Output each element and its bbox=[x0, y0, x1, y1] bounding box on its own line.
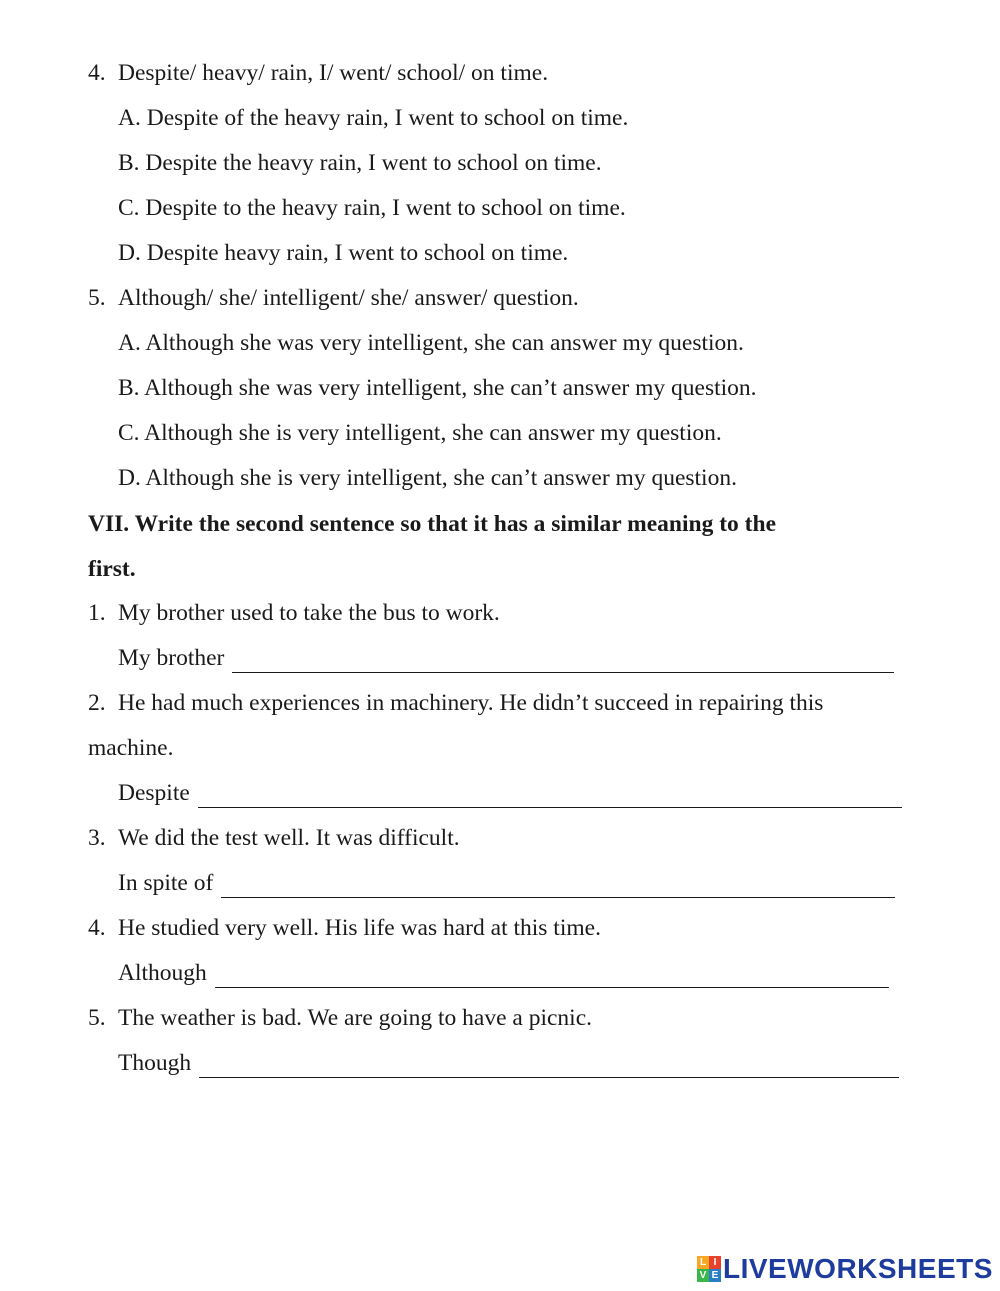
item-3-number: 3. bbox=[88, 825, 106, 851]
item-1-sentence: My brother used to take the bus to work. bbox=[118, 600, 500, 626]
item-2-answer-input[interactable] bbox=[198, 787, 902, 809]
section-heading-line2: first. bbox=[88, 556, 136, 582]
q4-option-a: A. Despite of the heavy rain, I went to school on time. bbox=[118, 105, 629, 131]
logo-letter-v: V bbox=[697, 1269, 709, 1282]
logo-letter-e: E bbox=[709, 1269, 721, 1282]
item-1-answer-field[interactable] bbox=[232, 648, 894, 673]
q4-option-b: B. Despite the heavy rain, I went to school on time. bbox=[118, 150, 602, 176]
logo-letter-l: L bbox=[697, 1256, 709, 1269]
item-2-sentence-cont: machine. bbox=[88, 735, 174, 761]
item-5-answer-input[interactable] bbox=[199, 1057, 899, 1079]
item-5-sentence: The weather is bad. We are going to have a picnic. bbox=[118, 1005, 593, 1031]
item-2-sentence: He had much experiences in machinery. He didn’t succeed in repairing this bbox=[118, 690, 824, 716]
liveworksheets-logo bbox=[697, 1253, 993, 1285]
item-3-answer-input[interactable] bbox=[221, 877, 895, 899]
item-1-number: 1. bbox=[88, 600, 106, 626]
q5-option-d: D. Although she is very intelligent, she can’t answer my question. bbox=[118, 465, 737, 491]
item-3-answer-field[interactable] bbox=[221, 873, 895, 898]
q5-option-b: B. Although she was very intelligent, she can’t answer my question. bbox=[118, 375, 757, 401]
item-4-sentence: He studied very well. His life was hard at this time. bbox=[118, 915, 601, 941]
q5-option-a: A. Although she was very intelligent, she can answer my question. bbox=[118, 330, 744, 356]
item-3-sentence: We did the test well. It was difficult. bbox=[118, 825, 460, 851]
section-heading-line1: VII. Write the second sentence so that it has a similar meaning to the bbox=[88, 511, 777, 537]
item-5-starter: Though bbox=[118, 1050, 192, 1076]
item-4-answer-field[interactable] bbox=[215, 963, 889, 988]
liveworksheets-logo-icon bbox=[697, 1256, 721, 1282]
item-3-starter: In spite of bbox=[118, 870, 214, 896]
q4-option-c: C. Despite to the heavy rain, I went to school on time. bbox=[118, 195, 626, 221]
q4-option-d: D. Despite heavy rain, I went to school on time. bbox=[118, 240, 569, 266]
item-2-starter: Despite bbox=[118, 780, 190, 806]
item-5-answer-row bbox=[118, 1048, 899, 1078]
item-4-answer-input[interactable] bbox=[215, 967, 889, 989]
item-5-number: 5. bbox=[88, 1005, 106, 1031]
item-1-answer-input[interactable] bbox=[232, 652, 894, 674]
item-1-answer-row bbox=[118, 643, 894, 673]
item-2-number: 2. bbox=[88, 690, 106, 716]
item-4-starter: Although bbox=[118, 960, 207, 986]
item-2-answer-field[interactable] bbox=[198, 783, 902, 808]
q4-prompt: Despite/ heavy/ rain, I/ went/ school/ on time. bbox=[118, 60, 549, 86]
q5-number: 5. bbox=[88, 285, 106, 311]
liveworksheets-wordmark: LIVEWORKSHEETS bbox=[723, 1253, 993, 1284]
q5-option-c: C. Although she is very intelligent, she can answer my question. bbox=[118, 420, 722, 446]
logo-letter-i: I bbox=[709, 1256, 721, 1269]
item-3-answer-row bbox=[118, 868, 895, 898]
item-1-starter: My brother bbox=[118, 645, 225, 671]
q4-number: 4. bbox=[88, 60, 106, 86]
item-2-answer-row bbox=[118, 778, 902, 808]
item-4-number: 4. bbox=[88, 915, 106, 941]
item-4-answer-row bbox=[118, 958, 889, 988]
item-5-answer-field[interactable] bbox=[199, 1053, 899, 1078]
q5-prompt: Although/ she/ intelligent/ she/ answer/ question. bbox=[118, 285, 579, 311]
